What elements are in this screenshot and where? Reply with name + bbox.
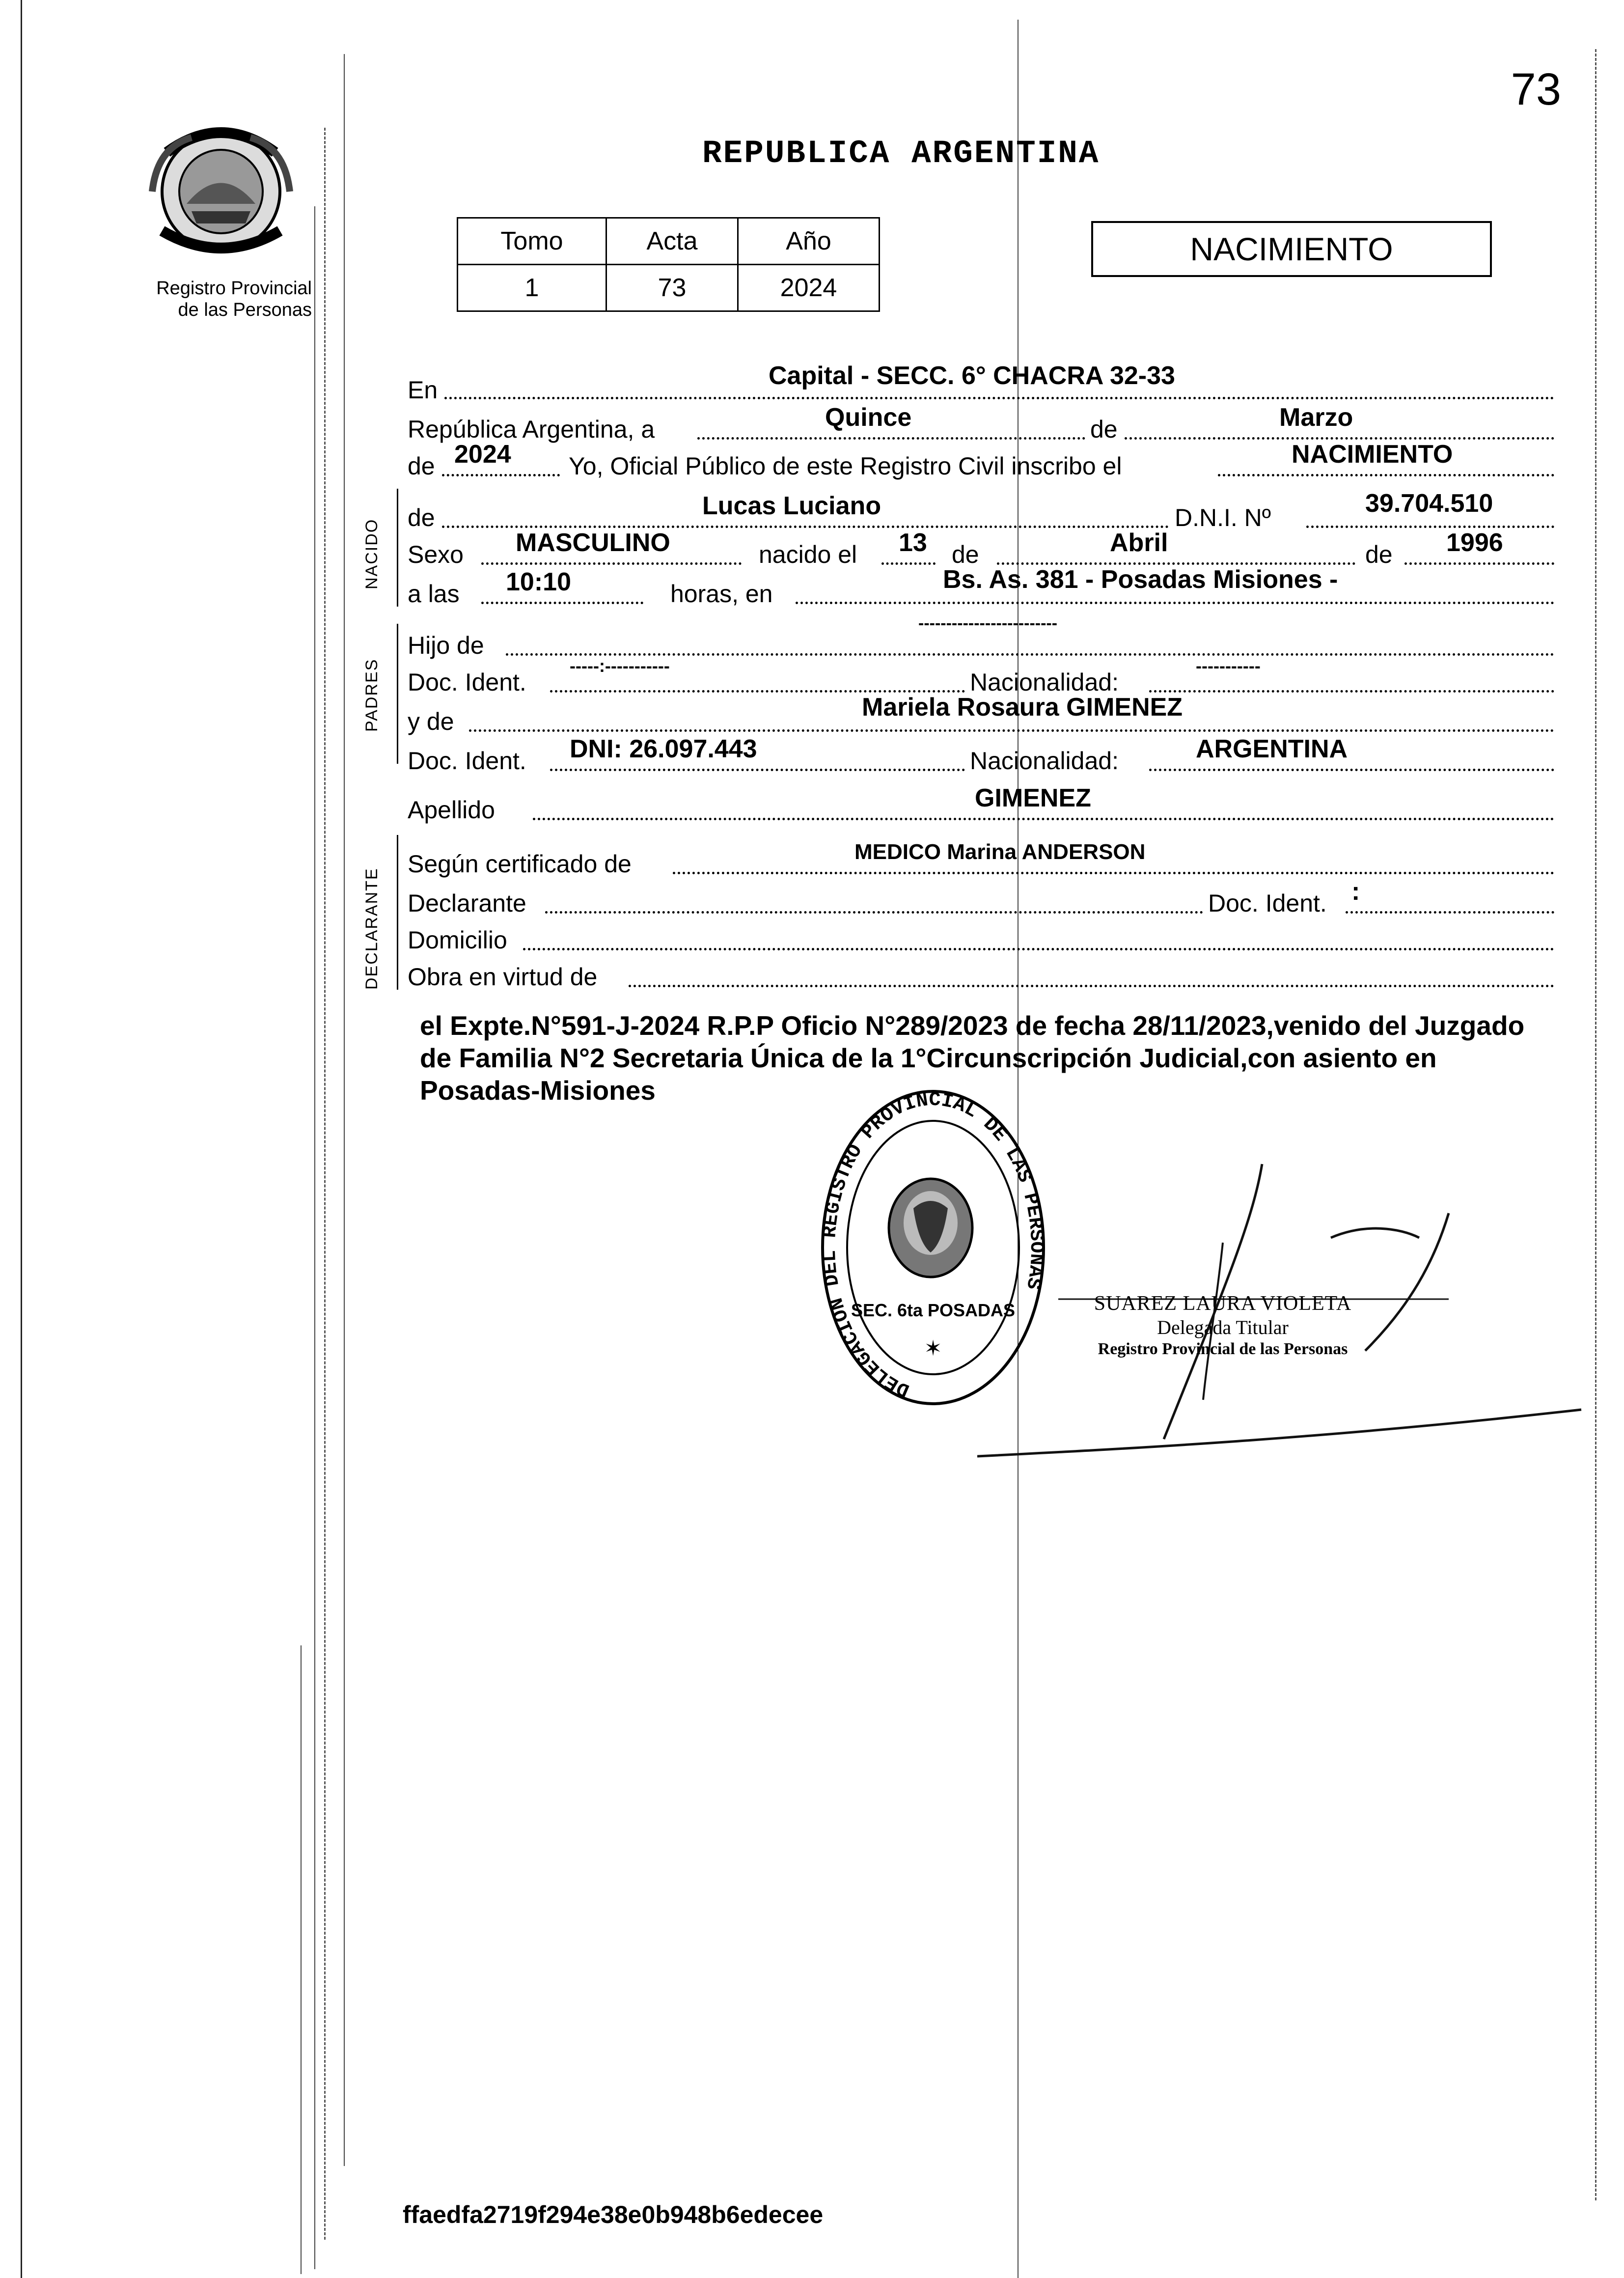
dots: [444, 397, 1554, 399]
value-lugar-nac: Bs. As. 381 - Posadas Misiones -: [943, 565, 1338, 594]
section-label-nacido: NACIDO: [362, 518, 381, 589]
label-doc-ident-1: Doc. Ident.: [408, 668, 526, 696]
section-bracket-padres: [397, 624, 398, 764]
value-mes: Marzo: [1279, 403, 1353, 432]
book-header-acta: Acta: [606, 218, 738, 265]
label-oficial: Yo, Oficial Público de este Registro Civil inscribo el: [569, 452, 1122, 480]
stamp-ring-text: DELEGACION DEL REGISTRO PROVINCIAL DE LAS PERSONAS: [819, 1089, 1047, 1401]
dots: [1218, 474, 1554, 476]
registry-name-line2: de las Personas: [178, 300, 312, 320]
label-apellido: Apellido: [408, 796, 495, 824]
label-sexo: Sexo: [408, 541, 464, 568]
value-dia: Quince: [825, 403, 912, 432]
book-table: [457, 217, 880, 312]
dots: [1149, 769, 1554, 771]
margin-line: [344, 54, 345, 2166]
dots: [469, 729, 1554, 732]
left-edge-line: [21, 0, 22, 2278]
page-number: 73: [1511, 64, 1561, 114]
dots: [697, 437, 1085, 440]
value-madre-doc: DNI: 26.097.443: [570, 735, 757, 763]
country-title: REPUBLICA ARGENTINA: [702, 135, 1100, 172]
label-dni: D.N.I. Nº: [1175, 504, 1271, 531]
value-nac-dia: 13: [899, 528, 927, 557]
registry-logo: [133, 118, 309, 260]
value-madre-nac: ARGENTINA: [1196, 735, 1348, 763]
label-de-5: de: [1365, 541, 1393, 568]
dots: [796, 602, 1554, 604]
label-y-de: y de: [408, 708, 454, 735]
label-nacionalidad-1: Nacionalidad:: [970, 668, 1119, 696]
value-dni: 39.704.510: [1365, 489, 1493, 518]
registry-name-line1: Registro Provincial: [156, 278, 312, 299]
label-segun: Según certificado de: [408, 850, 632, 878]
dots: [523, 948, 1554, 950]
value-nac-anio: 1996: [1446, 528, 1503, 557]
value-lugar: Capital - SECC. 6° CHACRA 32-33: [769, 361, 1175, 390]
stamp-star-icon: ✶: [924, 1336, 942, 1361]
signer-name: SUAREZ LAURA VIOLETA: [1094, 1292, 1352, 1315]
section-label-padres: PADRES: [362, 658, 381, 732]
value-certificado: MEDICO Marina ANDERSON: [854, 840, 1146, 864]
book-value-tomo: 1: [458, 265, 606, 311]
value-padre: -------------------------: [918, 614, 1058, 633]
section-label-declarante: DECLARANTE: [362, 867, 381, 990]
value-apellido: GIMENEZ: [975, 784, 1091, 812]
label-a-las: a las: [408, 580, 460, 608]
value-sexo: MASCULINO: [516, 528, 670, 557]
act-type-box: NACIMIENTO: [1091, 221, 1492, 277]
dots: [533, 818, 1554, 820]
label-republica: República Argentina, a: [408, 416, 655, 443]
margin-line: [301, 1645, 302, 2274]
value-padre-nac: -----------: [1196, 656, 1261, 676]
label-de-1: de: [1090, 416, 1118, 443]
value-nac-mes: Abril: [1110, 528, 1168, 557]
dots: [881, 562, 936, 565]
signer-org: Registro Provincial de las Personas: [1098, 1340, 1348, 1358]
value-declarante-doc: :: [1351, 877, 1360, 906]
signer-block: [1066, 1292, 1380, 1359]
dots: [629, 985, 1554, 987]
legal-note: el Expte.N°591-J-2024 R.P.P Oficio N°289/2023 de fecha 28/11/2023,venido del Juzgado de Familia N°2 Secretaria Única de la 1°Circunscripción Judicial,con asiento en Posadas-Misiones: [420, 1010, 1525, 1106]
value-hora: 10:10: [506, 568, 571, 596]
value-nombre: Lucas Luciano: [702, 492, 881, 520]
dots: [1306, 526, 1554, 528]
label-obra: Obra en virtud de: [408, 963, 598, 991]
signer-role: Delegada Titular: [1157, 1316, 1289, 1338]
dots: [481, 562, 742, 565]
stamp-portrait-icon: [889, 1179, 972, 1277]
value-madre: Mariela Rosaura GIMENEZ: [862, 693, 1183, 722]
dots: [1149, 690, 1554, 693]
label-domicilio: Domicilio: [408, 926, 507, 954]
label-hijo-de: Hijo de: [408, 632, 484, 659]
dots: [442, 474, 560, 476]
margin-line: [324, 128, 326, 2240]
dots: [550, 769, 965, 771]
stamp-inner-text: SEC. 6ta POSADAS: [851, 1300, 1016, 1320]
value-padre-doc: -----:-----------: [570, 656, 670, 676]
label-horas-en: horas, en: [670, 580, 773, 608]
book-value-acta: 73: [606, 265, 738, 311]
registry-name: [125, 278, 312, 321]
dots: [545, 911, 1203, 914]
label-nacido-el: nacido el: [759, 541, 857, 568]
label-nacionalidad-2: Nacionalidad:: [970, 747, 1119, 775]
margin-line: [314, 206, 315, 2269]
book-value-anio: 2024: [738, 265, 880, 311]
label-de-2: de: [408, 452, 435, 480]
label-declarante: Declarante: [408, 889, 526, 917]
dots: [673, 872, 1554, 874]
label-en: En: [408, 376, 438, 404]
book-header-anio: Año: [738, 218, 880, 265]
value-acto: NACIMIENTO: [1292, 440, 1453, 469]
label-doc-ident-2: Doc. Ident.: [408, 747, 526, 775]
label-de-3: de: [408, 504, 435, 531]
document-hash: ffaedfa2719f294e38e0b948b6edecee: [403, 2201, 824, 2228]
dots: [1404, 562, 1554, 565]
section-bracket-declarante: [397, 835, 398, 990]
dots: [1346, 911, 1554, 914]
section-bracket-nacido: [397, 489, 398, 607]
value-anio: 2024: [454, 440, 511, 469]
dots: [481, 602, 643, 604]
right-edge-line: [1595, 49, 1596, 2200]
book-header-tomo: Tomo: [458, 218, 606, 265]
label-de-4: de: [952, 541, 979, 568]
label-doc-ident-3: Doc. Ident.: [1208, 889, 1327, 917]
